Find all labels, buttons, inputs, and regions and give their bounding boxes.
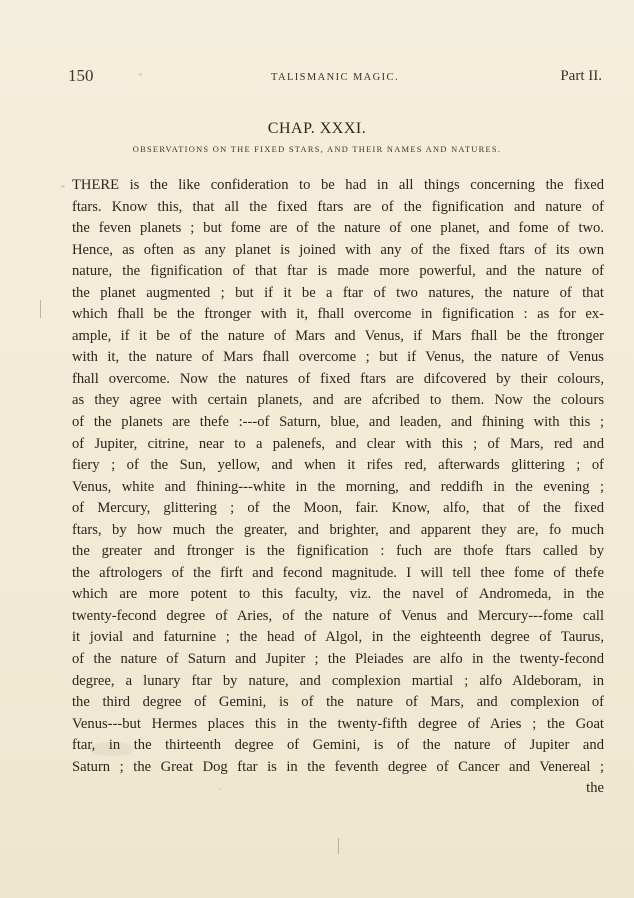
text-line: the aftrologers of the firft and fecond magnitude. I will tell thee fome of thefe	[72, 564, 604, 581]
running-title: TALISMANIC MAGIC.	[271, 72, 399, 83]
text-line: ample, if it be of the nature of Mars and Venus, if Mars fhall be the ftronger	[72, 327, 604, 344]
text-line: Venus---but Hermes places this in the twenty-fifth degree of Aries ; the Goat	[72, 715, 604, 732]
text-line: which are more potent to this faculty, viz. the navel of Andromeda, in the	[72, 586, 604, 603]
text-line: as they agree with certain planets, and are afcribed to them. Now the colours	[72, 392, 604, 409]
paper-blemish	[90, 742, 134, 756]
text-line: the feven planets ; but fome are of the nature of one planet, and fome of two.	[72, 220, 604, 237]
text-line: Hence, as often as any planet is joined with any of the fixed ftars of its own	[72, 241, 604, 258]
page-number: 150	[68, 66, 94, 85]
text-line: twenty-fecond degree of Aries, of the nature of Venus and Mercury---fome call	[72, 607, 604, 624]
text-line: degree, a lunary ftar by nature, and complexion martial ; alfo Aldeboram, in	[72, 672, 604, 689]
text-line: of the planets are thefe :---of Saturn, blue, and leaden, and fhining with this ;	[72, 414, 604, 431]
text-line: the greater and ftronger is the fignification : fuch are thofe ftars called by	[72, 543, 604, 560]
text-line: Saturn ; the Great Dog ftar is in the feventh degree of Cancer and Venereal ;	[72, 758, 604, 775]
margin-mark	[338, 838, 339, 854]
paper-blemish	[61, 185, 65, 188]
text-line: ftar, in the thirteenth degree of Gemini, is of the nature of Jupiter and	[72, 737, 604, 754]
part-label: Part II.	[560, 68, 602, 84]
text-line: of the nature of Saturn and Jupiter ; the Pleiades are alfo in the twenty-fecond	[72, 651, 604, 668]
text-line: THERE is the like confideration to be had in all things concerning the fixed	[72, 177, 604, 193]
text-line: Venus, white and fhining---white in the morning, and reddifh in the evening ;	[72, 478, 604, 495]
text-line: the planet augmented ; but if it be a ftar of two natures, the nature of that	[72, 284, 604, 301]
text-line: fhall overcome. Now the natures of fixed ftars are difcovered by their colours,	[72, 370, 604, 387]
body-text	[72, 175, 604, 800]
text-line: with it, the nature of Mars fhall overcome ; but if Venus, the nature of Venus	[72, 349, 604, 366]
text-line: it jovial and faturnine ; the head of Algol, in the eighteenth degree of Taurus,	[72, 629, 604, 646]
margin-mark	[40, 300, 41, 318]
chapter-title: CHAP. XXXI.	[267, 120, 367, 137]
text-line: fiery ; of the Sun, yellow, and when it rifes red, afterwards glittering ; of	[72, 457, 604, 474]
text-line: nature, the fignification of that ftar is made more powerful, and the nature of	[72, 263, 604, 280]
paper-blemish	[219, 788, 221, 790]
text-line: of Mercury, glittering ; of the Moon, fair. Know, alfo, that of the fixed	[72, 500, 604, 517]
catchword: the	[586, 780, 604, 797]
text-line: ftars, by how much the greater, and brighter, and apparent they are, fo much	[72, 521, 604, 538]
text-line: of Jupiter, citrine, near to a palenefs, and clear with this ; of Mars, red and	[72, 435, 604, 452]
paper-blemish	[139, 73, 142, 76]
text-line: ftars. Know this, that all the fixed ftars are of the fignification and nature of	[72, 198, 604, 215]
text-line: which fhall be the ftronger with it, fhall overcome in fignification : as for ex-	[72, 306, 604, 323]
text-line: the third degree of Gemini, is of the nature of Mars, and complexion of	[72, 694, 604, 711]
chapter-subtitle: OBSERVATIONS ON THE FIXED STARS, AND THEIR NAMES AND NATURES.	[132, 145, 502, 154]
page-header	[68, 66, 602, 90]
